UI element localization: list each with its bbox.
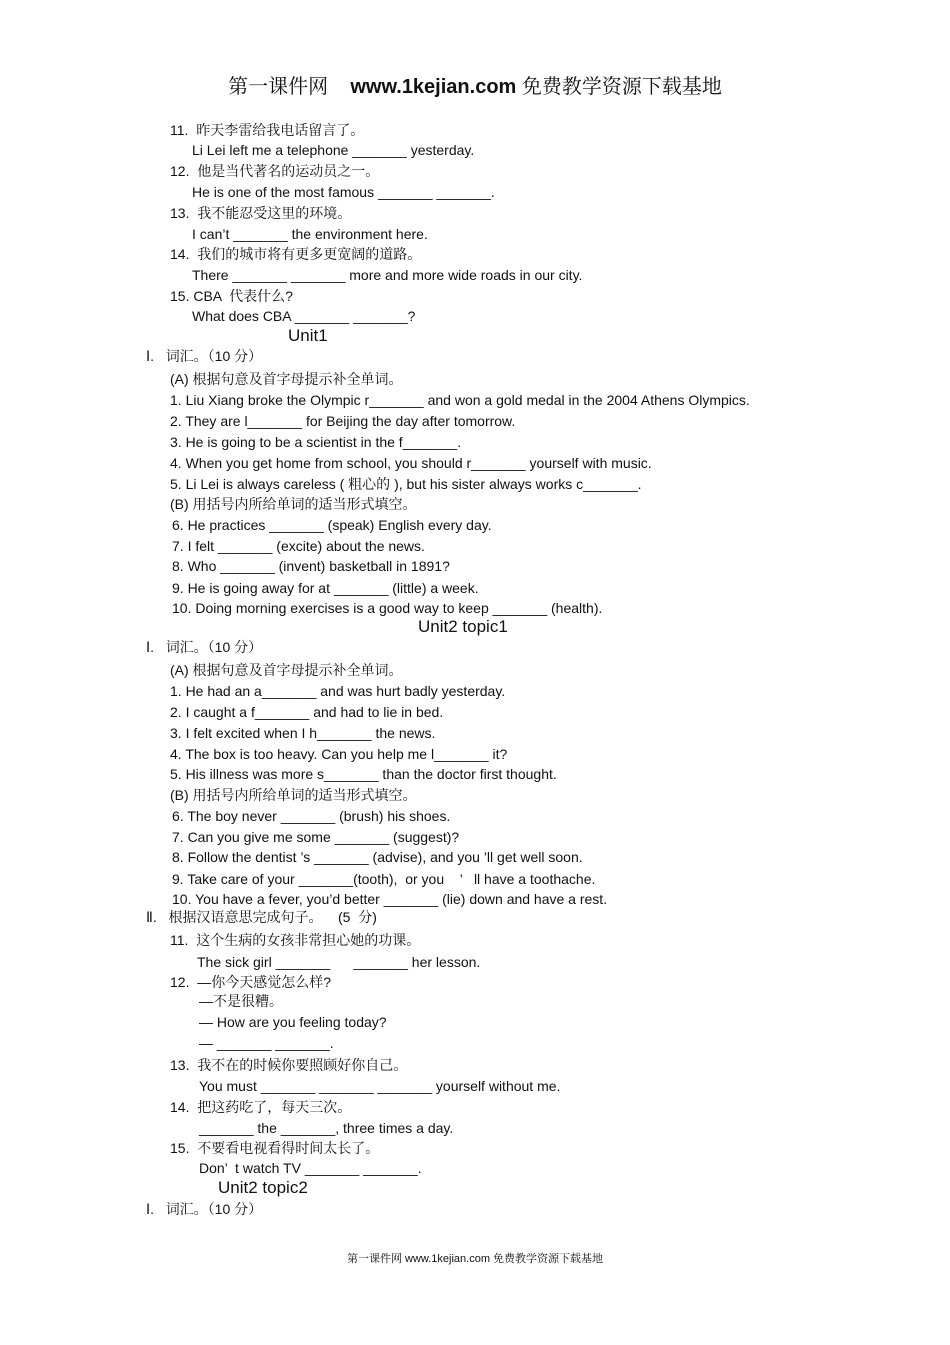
- unit-title: Unit2 topic2: [218, 1178, 308, 1197]
- question-line: 12. —你今天感觉怎么样?: [170, 974, 332, 990]
- question-line: 13. 我不在的时候你要照顾好你自己。: [170, 1057, 408, 1073]
- page-footer: 第一课件网 www.1kejian.com 免费教学资源下载基地: [346, 1253, 604, 1265]
- question-line: 15. 不要看电视看得时间太长了。: [170, 1140, 380, 1156]
- question-line: 2. They are l_______ for Beijing the day after tomorrow.: [170, 413, 516, 429]
- question-line: — _______ _______.: [199, 1035, 334, 1051]
- question-line: There _______ _______ more and more wide roads in our city.: [192, 267, 583, 283]
- question-line: 14. 我们的城市将有更多更宽阔的道路。: [170, 246, 422, 262]
- question-line: 4. The box is too heavy. Can you help me l_______ it?: [170, 746, 508, 762]
- question-line: 11. 这个生病的女孩非常担心她的功课。: [170, 932, 421, 948]
- page-header: [0, 70, 950, 99]
- question-line: 11. 昨天李雷给我电话留言了。: [170, 122, 365, 138]
- part-heading: (B) 用括号内所给单词的适当形式填空。: [170, 496, 417, 512]
- question-line: 13. 我不能忍受这里的环境。: [170, 205, 352, 221]
- question-line: 10. Doing morning exercises is a good way to keep _______ (health).: [172, 600, 603, 616]
- question-line: 5. Li Lei is always careless ( 粗心的 ), but his sister always works c_______.: [170, 476, 642, 492]
- unit-title: Unit2 topic1: [418, 617, 508, 636]
- question-line: 5. His illness was more s_______ than the doctor first thought.: [170, 766, 557, 782]
- section-heading: Ⅰ. 词汇。（10 分）: [146, 1201, 263, 1217]
- question-line: He is one of the most famous _______ _______.: [192, 184, 495, 200]
- question-line: 2. I caught a f_______ and had to lie in bed.: [170, 704, 444, 720]
- question-line: What does CBA _______ _______?: [192, 308, 416, 324]
- section-heading: Ⅱ. 根据汉语意思完成句子。 (5 分): [146, 909, 377, 925]
- question-line: 7. I felt _______ (excite) about the news.: [172, 538, 425, 554]
- question-line: —不是很糟。: [199, 993, 283, 1009]
- header-cn-left: 第一课件网: [228, 76, 329, 98]
- header-cn-right: 免费教学资源下载基地: [521, 76, 722, 98]
- unit-title: Unit1: [288, 326, 328, 345]
- question-line: 8. Who _______ (invent) basketball in 1891?: [172, 558, 450, 574]
- part-heading: (A) 根据句意及首字母提示补全单词。: [170, 371, 403, 387]
- question-line: 10. You have a fever, you’d better _______ (lie) down and have a rest.: [172, 891, 608, 907]
- part-heading: (A) 根据句意及首字母提示补全单词。: [170, 662, 403, 678]
- question-line: 6. The boy never _______ (brush) his shoes.: [172, 808, 451, 824]
- question-line: — How are you feeling today?: [199, 1014, 387, 1030]
- question-line: 9. Take care of your _______(tooth), or you ’ ll have a toothache.: [172, 871, 596, 887]
- question-line: 4. When you get home from school, you should r_______ yourself with music.: [170, 455, 652, 471]
- question-line: 3. He is going to be a scientist in the f_______.: [170, 434, 462, 450]
- question-line: 9. He is going away for at _______ (little) a week.: [172, 580, 479, 596]
- part-heading: (B) 用括号内所给单词的适当形式填空。: [170, 787, 417, 803]
- question-line: 3. I felt excited when I h_______ the news.: [170, 725, 436, 741]
- section-heading: Ⅰ. 词汇。（10 分）: [146, 639, 263, 655]
- section-heading: Ⅰ. 词汇。（10 分）: [146, 348, 263, 364]
- question-line: I can’t _______ the environment here.: [192, 226, 428, 242]
- question-line: You must _______ _______ _______ yourself without me.: [199, 1078, 561, 1094]
- question-line: _______ the _______, three times a day.: [199, 1120, 454, 1136]
- question-line: 1. Liu Xiang broke the Olympic r_______ and won a gold medal in the 2004 Athens Olympics.: [170, 392, 750, 408]
- question-line: 12. 他是当代著名的运动员之一。: [170, 163, 380, 179]
- question-line: Li Lei left me a telephone _______ yesterday.: [192, 142, 475, 158]
- question-line: 14. 把这药吃了，每天三次。: [170, 1099, 352, 1115]
- question-line: The sick girl _______ _______ her lesson.: [197, 954, 481, 970]
- question-line: 6. He practices _______ (speak) English every day.: [172, 517, 492, 533]
- header-site: www.1kejian.com: [350, 76, 517, 98]
- question-line: 15. CBA 代表什么?: [170, 288, 293, 304]
- question-line: 7. Can you give me some _______ (suggest)?: [172, 829, 460, 845]
- question-line: Don’ t watch TV _______ _______.: [199, 1160, 422, 1176]
- question-line: 8. Follow the dentist ’s _______ (advise), and you ’ll get well soon.: [172, 849, 583, 865]
- question-line: 1. He had an a_______ and was hurt badly yesterday.: [170, 683, 506, 699]
